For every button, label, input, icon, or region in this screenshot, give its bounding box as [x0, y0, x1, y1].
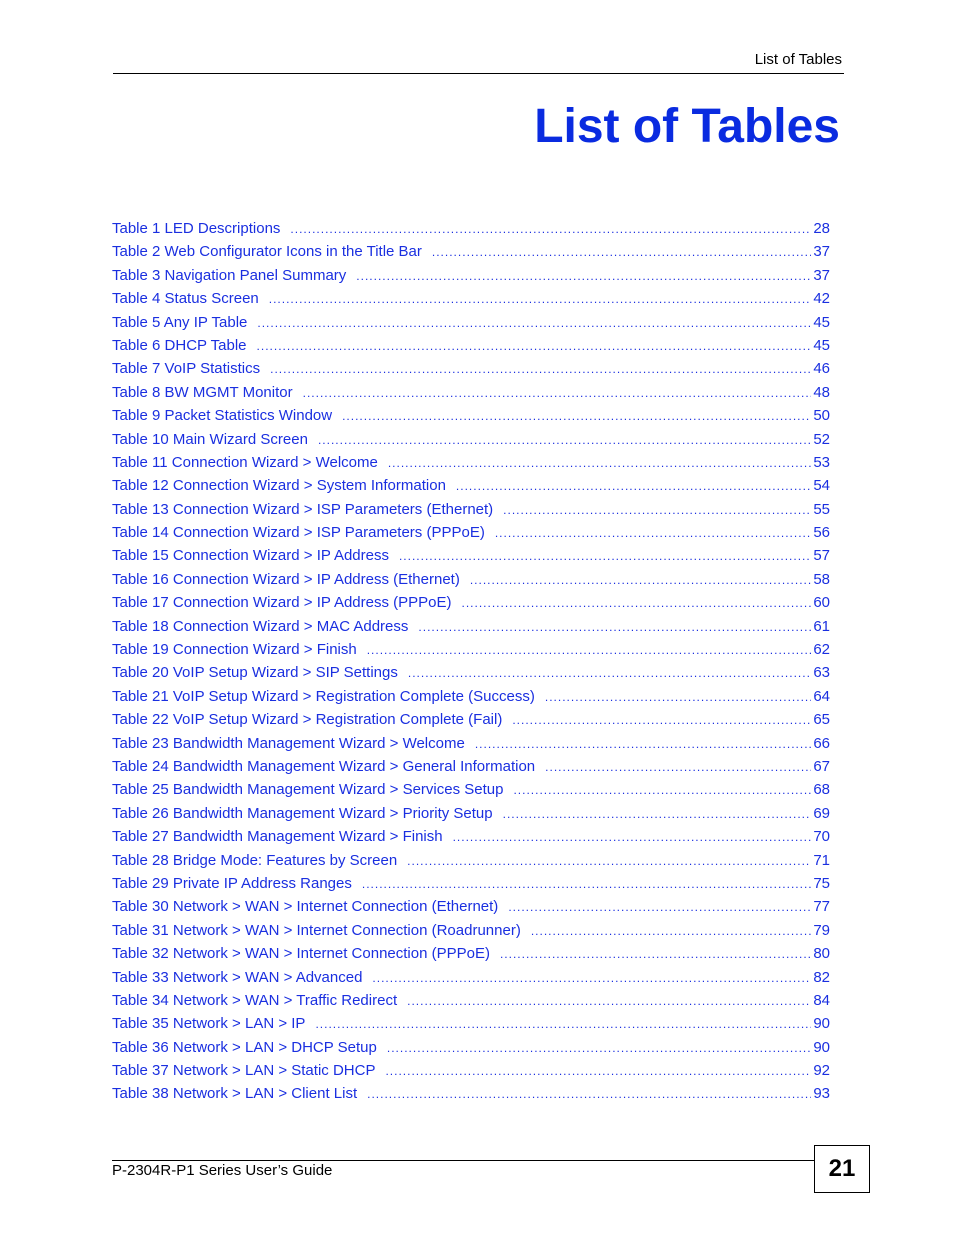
- toc-entry[interactable]: [112, 217, 830, 240]
- toc-entry-page[interactable]: 84: [813, 991, 830, 1009]
- toc-entry-page[interactable]: 82: [813, 968, 830, 986]
- toc-entry[interactable]: [112, 872, 830, 895]
- toc-entry[interactable]: [112, 311, 830, 334]
- header-divider: [113, 73, 844, 74]
- toc-entry-page[interactable]: 52: [813, 430, 830, 448]
- toc-entry-page[interactable]: 69: [813, 804, 830, 822]
- toc-entry-label[interactable]: Table 33 Network > WAN > Advanced: [112, 968, 363, 986]
- toc-entry-page[interactable]: 79: [813, 921, 830, 939]
- toc-dot-leader: [531, 920, 811, 943]
- toc-dot-leader: [385, 1060, 811, 1083]
- toc-entry-label[interactable]: Table 35 Network > LAN > IP: [112, 1015, 306, 1033]
- toc-entry[interactable]: [112, 638, 830, 661]
- toc-dot-leader: [387, 1037, 811, 1060]
- toc-entry[interactable]: [112, 521, 830, 544]
- toc-entry-page[interactable]: 50: [813, 407, 830, 425]
- toc-entry-label[interactable]: Table 3 Navigation Panel Summary: [112, 266, 347, 284]
- toc-dot-leader: [462, 592, 812, 615]
- toc-entry-page[interactable]: 70: [813, 828, 830, 846]
- toc-entry-page[interactable]: 48: [813, 383, 830, 401]
- toc-dot-leader: [303, 382, 812, 405]
- toc-dot-leader: [362, 873, 811, 896]
- toc-entry-label[interactable]: Table 2 Web Configurator Icons in the Title Bar: [112, 243, 422, 261]
- toc-dot-leader: [257, 335, 812, 358]
- toc-dot-leader: [495, 522, 811, 545]
- toc-dot-leader: [342, 405, 811, 428]
- toc-entry-page[interactable]: 92: [813, 1062, 830, 1080]
- toc-entry-page[interactable]: 90: [813, 1038, 830, 1056]
- toc-entry-label[interactable]: Table 38 Network > LAN > Client List: [112, 1085, 358, 1103]
- toc-dot-leader: [545, 686, 811, 709]
- toc-entry-page[interactable]: 61: [813, 617, 830, 635]
- toc-entry-label[interactable]: Table 32 Network > WAN > Internet Connection (PPPoE): [112, 945, 490, 963]
- toc-dot-leader: [318, 429, 811, 452]
- toc-entry-page[interactable]: 77: [813, 898, 830, 916]
- toc-entry[interactable]: [112, 240, 830, 263]
- toc-entry[interactable]: [112, 544, 830, 567]
- toc-entry-label[interactable]: Table 9 Packet Statistics Window: [112, 407, 333, 425]
- page-number-box: 21: [814, 1145, 870, 1193]
- toc-entry-page[interactable]: 55: [813, 500, 830, 518]
- toc-entry[interactable]: [112, 778, 830, 801]
- toc-entry[interactable]: [112, 1082, 830, 1105]
- toc-entry-label[interactable]: Table 1 LED Descriptions: [112, 220, 281, 237]
- toc-dot-leader: [269, 288, 812, 311]
- toc-dot-leader: [408, 662, 811, 685]
- toc-dot-leader: [456, 475, 811, 498]
- page-title: List of Tables: [534, 100, 840, 153]
- toc-entry-page[interactable]: 62: [813, 641, 830, 659]
- toc-dot-leader: [407, 850, 811, 873]
- toc-entry-label[interactable]: Table 27 Bandwidth Management Wizard > Finish: [112, 828, 443, 846]
- toc-dot-leader: [475, 733, 811, 756]
- toc-entry[interactable]: [112, 474, 830, 497]
- toc-entry-page[interactable]: 68: [813, 781, 830, 799]
- toc-entry-page[interactable]: 80: [813, 945, 830, 963]
- toc-entry-label[interactable]: Table 22 VoIP Setup Wizard > Registration Complete (Fail): [112, 711, 503, 729]
- toc-entry-page[interactable]: 90: [813, 1015, 830, 1033]
- toc-entry-page[interactable]: 37: [813, 243, 830, 261]
- toc-dot-leader: [503, 499, 811, 522]
- toc-dot-leader: [470, 569, 811, 592]
- toc-dot-leader: [372, 967, 811, 990]
- toc-dot-leader: [513, 779, 811, 802]
- toc-entry-label[interactable]: Table 13 Connection Wizard > ISP Parameters (Ethernet): [112, 500, 494, 518]
- toc-entry[interactable]: [112, 428, 830, 451]
- toc-dot-leader: [500, 943, 811, 966]
- toc-entry-label[interactable]: Table 23 Bandwidth Management Wizard > Welcome: [112, 734, 465, 752]
- toc-entry-label[interactable]: Table 18 Connection Wizard > MAC Address: [112, 617, 409, 635]
- toc-entry[interactable]: [112, 568, 830, 591]
- toc-entry[interactable]: [112, 755, 830, 778]
- toc-entry[interactable]: [112, 1012, 830, 1035]
- toc-entry-label[interactable]: Table 29 Private IP Address Ranges: [112, 874, 352, 892]
- toc-entry-label[interactable]: Table 17 Connection Wizard > IP Address (PPPoE): [112, 594, 452, 612]
- toc-entry-page[interactable]: 66: [813, 734, 830, 752]
- toc-entry[interactable]: [112, 966, 830, 989]
- toc-entry-page[interactable]: 71: [813, 851, 830, 869]
- toc-entry-page[interactable]: 46: [813, 360, 830, 378]
- toc-entry[interactable]: [112, 919, 830, 942]
- toc-entry[interactable]: [112, 498, 830, 521]
- toc-entry-label[interactable]: Table 6 DHCP Table: [112, 336, 247, 354]
- toc-entry-label[interactable]: Table 37 Network > LAN > Static DHCP: [112, 1062, 376, 1080]
- toc-entry[interactable]: [112, 1059, 830, 1082]
- toc-entry-label[interactable]: Table 10 Main Wizard Screen: [112, 430, 308, 448]
- toc-entry[interactable]: [112, 708, 830, 731]
- toc-dot-leader: [257, 312, 811, 335]
- toc-entry[interactable]: [112, 732, 830, 755]
- toc-entry-page[interactable]: 28: [813, 220, 830, 237]
- toc-dot-leader: [432, 241, 811, 264]
- toc-entry-label[interactable]: Table 28 Bridge Mode: Features by Screen: [112, 851, 398, 869]
- toc-entry-label[interactable]: Table 25 Bandwidth Management Wizard > Services Setup: [112, 781, 504, 799]
- toc-dot-leader: [508, 896, 811, 919]
- toc-entry-label[interactable]: Table 34 Network > WAN > Traffic Redirect: [112, 991, 398, 1009]
- toc-entry-label[interactable]: Table 16 Connection Wizard > IP Address (Ethernet): [112, 570, 460, 588]
- toc-dot-leader: [290, 218, 811, 241]
- toc-entry[interactable]: [112, 264, 830, 287]
- toc-entry-page[interactable]: 67: [813, 757, 830, 775]
- toc-entry-page[interactable]: 54: [813, 477, 830, 495]
- toc-entry[interactable]: [112, 404, 830, 427]
- toc-entry-label[interactable]: Table 11 Connection Wizard > Welcome: [112, 453, 378, 471]
- toc-entry-label[interactable]: Table 36 Network > LAN > DHCP Setup: [112, 1038, 377, 1056]
- header-section-label: List of Tables: [754, 51, 842, 68]
- toc-entry[interactable]: [112, 1036, 830, 1059]
- toc-entry-page[interactable]: 56: [813, 524, 830, 542]
- toc-entry-page[interactable]: 65: [813, 711, 830, 729]
- toc-entry-label[interactable]: Table 5 Any IP Table: [112, 313, 248, 331]
- toc-entry[interactable]: [112, 942, 830, 965]
- toc-entry-label[interactable]: Table 20 VoIP Setup Wizard > SIP Settings: [112, 664, 398, 682]
- toc-entry-page[interactable]: 58: [813, 570, 830, 588]
- toc-dot-leader: [399, 545, 811, 568]
- toc-entry[interactable]: [112, 357, 830, 380]
- toc-entry-page[interactable]: 64: [813, 687, 830, 705]
- toc-dot-leader: [367, 639, 812, 662]
- toc-dot-leader: [418, 616, 811, 639]
- toc-entry[interactable]: [112, 661, 830, 684]
- toc-entry-label[interactable]: Table 7 VoIP Statistics: [112, 360, 261, 378]
- toc-dot-leader: [545, 756, 811, 779]
- toc-entry-page[interactable]: 93: [813, 1085, 830, 1103]
- toc-entry-label[interactable]: Table 26 Bandwidth Management Wizard > Priority Setup: [112, 804, 493, 822]
- toc-entry[interactable]: [112, 381, 830, 404]
- toc-dot-leader: [315, 1013, 811, 1036]
- toc-entry-label[interactable]: Table 4 Status Screen: [112, 290, 259, 308]
- toc-entry[interactable]: [112, 989, 830, 1012]
- toc-entry-page[interactable]: 37: [813, 266, 830, 284]
- toc-entry-label[interactable]: Table 14 Connection Wizard > ISP Parameters (PPPoE): [112, 524, 485, 542]
- toc-entry[interactable]: [112, 825, 830, 848]
- toc-entry-page[interactable]: 42: [813, 290, 830, 308]
- toc-entry-label[interactable]: Table 19 Connection Wizard > Finish: [112, 641, 357, 659]
- toc-entry-label[interactable]: Table 31 Network > WAN > Internet Connection (Roadrunner): [112, 921, 521, 939]
- footer-divider: [112, 1160, 815, 1161]
- toc-dot-leader: [270, 358, 811, 381]
- toc-entry[interactable]: [112, 334, 830, 357]
- toc-entry-page[interactable]: 45: [813, 313, 830, 331]
- toc-dot-leader: [367, 1083, 811, 1106]
- toc-entry[interactable]: [112, 802, 830, 825]
- toc-entry-page[interactable]: 75: [813, 874, 830, 892]
- toc-entry-label[interactable]: Table 8 BW MGMT Monitor: [112, 383, 293, 401]
- toc-entry-page[interactable]: 63: [813, 664, 830, 682]
- toc-entry-label[interactable]: Table 12 Connection Wizard > System Information: [112, 477, 446, 495]
- toc-dot-leader: [453, 826, 812, 849]
- toc-entry[interactable]: [112, 685, 830, 708]
- toc-entry-label[interactable]: Table 24 Bandwidth Management Wizard > General Information: [112, 757, 536, 775]
- toc-entry[interactable]: [112, 615, 830, 638]
- toc-dot-leader: [512, 709, 811, 732]
- toc-entry[interactable]: [112, 895, 830, 918]
- toc-dot-leader: [388, 452, 811, 475]
- toc-entry-page[interactable]: 45: [813, 336, 830, 354]
- toc-dot-leader: [503, 803, 812, 826]
- toc-entry[interactable]: [112, 287, 830, 310]
- toc-dot-leader: [407, 990, 811, 1013]
- toc-entry-label[interactable]: Table 15 Connection Wizard > IP Address: [112, 547, 389, 565]
- table-of-contents: [112, 217, 830, 1106]
- toc-dot-leader: [356, 265, 811, 288]
- toc-entry-page[interactable]: 57: [813, 547, 830, 565]
- toc-entry-label[interactable]: Table 30 Network > WAN > Internet Connection (Ethernet): [112, 898, 499, 916]
- toc-entry[interactable]: [112, 451, 830, 474]
- toc-entry-page[interactable]: 60: [813, 594, 830, 612]
- toc-entry[interactable]: [112, 849, 830, 872]
- toc-entry[interactable]: [112, 591, 830, 614]
- footer-guide-name: P-2304R-P1 Series User’s Guide: [112, 1162, 333, 1179]
- toc-entry-label[interactable]: Table 21 VoIP Setup Wizard > Registration Complete (Success): [112, 687, 535, 705]
- toc-entry-page[interactable]: 53: [813, 453, 830, 471]
